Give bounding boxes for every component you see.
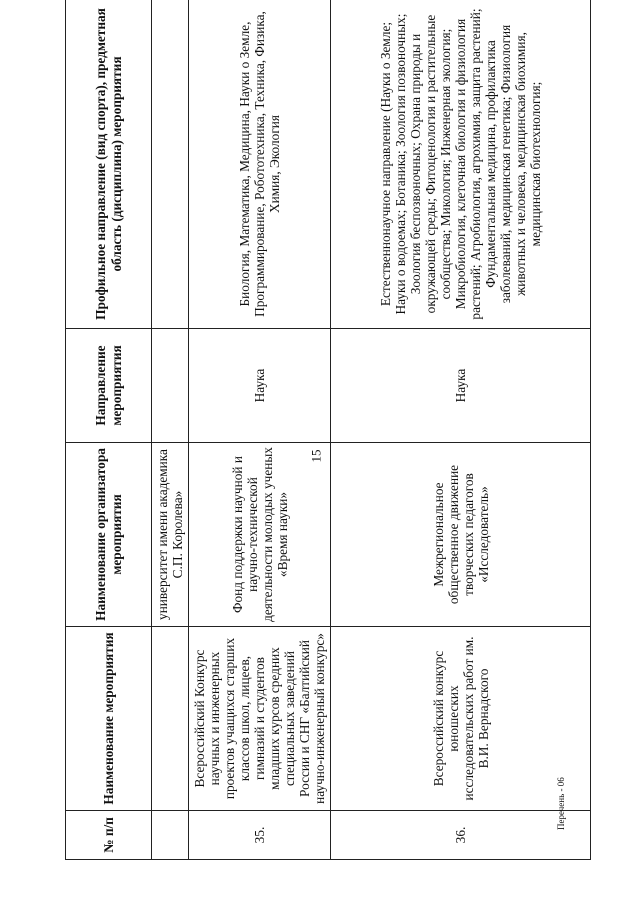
table-row: [189, 0, 331, 860]
header-area: Профильное направление (вид спорта), предметная область (дисциплина) мероприятия: [66, 0, 152, 329]
footer-label: Перечень - 06: [556, 777, 566, 830]
cont-direction: [152, 329, 189, 443]
header-num: № п/п: [66, 811, 152, 860]
row-name: Всероссийский конкурс юношеских исследовательских работ им. В.И. Вернадского: [331, 627, 591, 811]
row-name: Всероссийский Конкурс научных и инженерных проектов учащихся старших классов школ, лицеев, гимназий и студентов младших курсов средних специальных заведений России и СНГ «Балтийский научно-инженерный конкурс»: [189, 627, 331, 811]
header-organizer: Наименование организатора мероприятия: [66, 443, 152, 627]
events-table-rotated: [65, 8, 567, 860]
cont-name: [152, 627, 189, 811]
row-organizer: Фонд поддержки научной и научно-технической деятельности молодых ученых «Время науки»: [189, 443, 331, 627]
events-table: [65, 0, 591, 860]
row-organizer: Межрегиональное общественное движение творческих педагогов «Исследователь»: [331, 443, 591, 627]
row-direction: Наука: [331, 329, 591, 443]
header-name: Наименование мероприятия: [66, 627, 152, 811]
cont-num: [152, 811, 189, 860]
row-area: Естественнонаучное направление (Науки о Земле; Науки о водоемах; Ботаника; Зоология позвоночных; Зоология беспозвоночных; Охрана природы и окружающей среды; Фитоценология и растительные сообщества; Микология; Инженерная экология; Микробиология, клеточная биология и физиология растений; Агробиология, агрохимия, защита растений; Фундаментальная медицина, профилактика заболеваний, медицинская генетика; Физиология животных и человека, медицинская биохимия, медицинская биотехнология;: [331, 0, 591, 329]
table-row: [331, 0, 591, 860]
row-num: 35.: [189, 811, 331, 860]
cont-area: [152, 0, 189, 329]
header-direction: Направление мероприятия: [66, 329, 152, 443]
table-header-row: [66, 0, 152, 860]
page-number: 15: [308, 449, 324, 463]
row-area: Биология, Математика, Медицина, Науки о Земле, Программирование, Робототехника, Техника, Физика, Химия, Экология: [189, 0, 331, 329]
continuation-row: [152, 0, 189, 860]
cont-organizer: университет имени академика С.П. Королева»: [152, 443, 189, 627]
row-num: 36.: [331, 811, 591, 860]
row-direction: Наука: [189, 329, 331, 443]
